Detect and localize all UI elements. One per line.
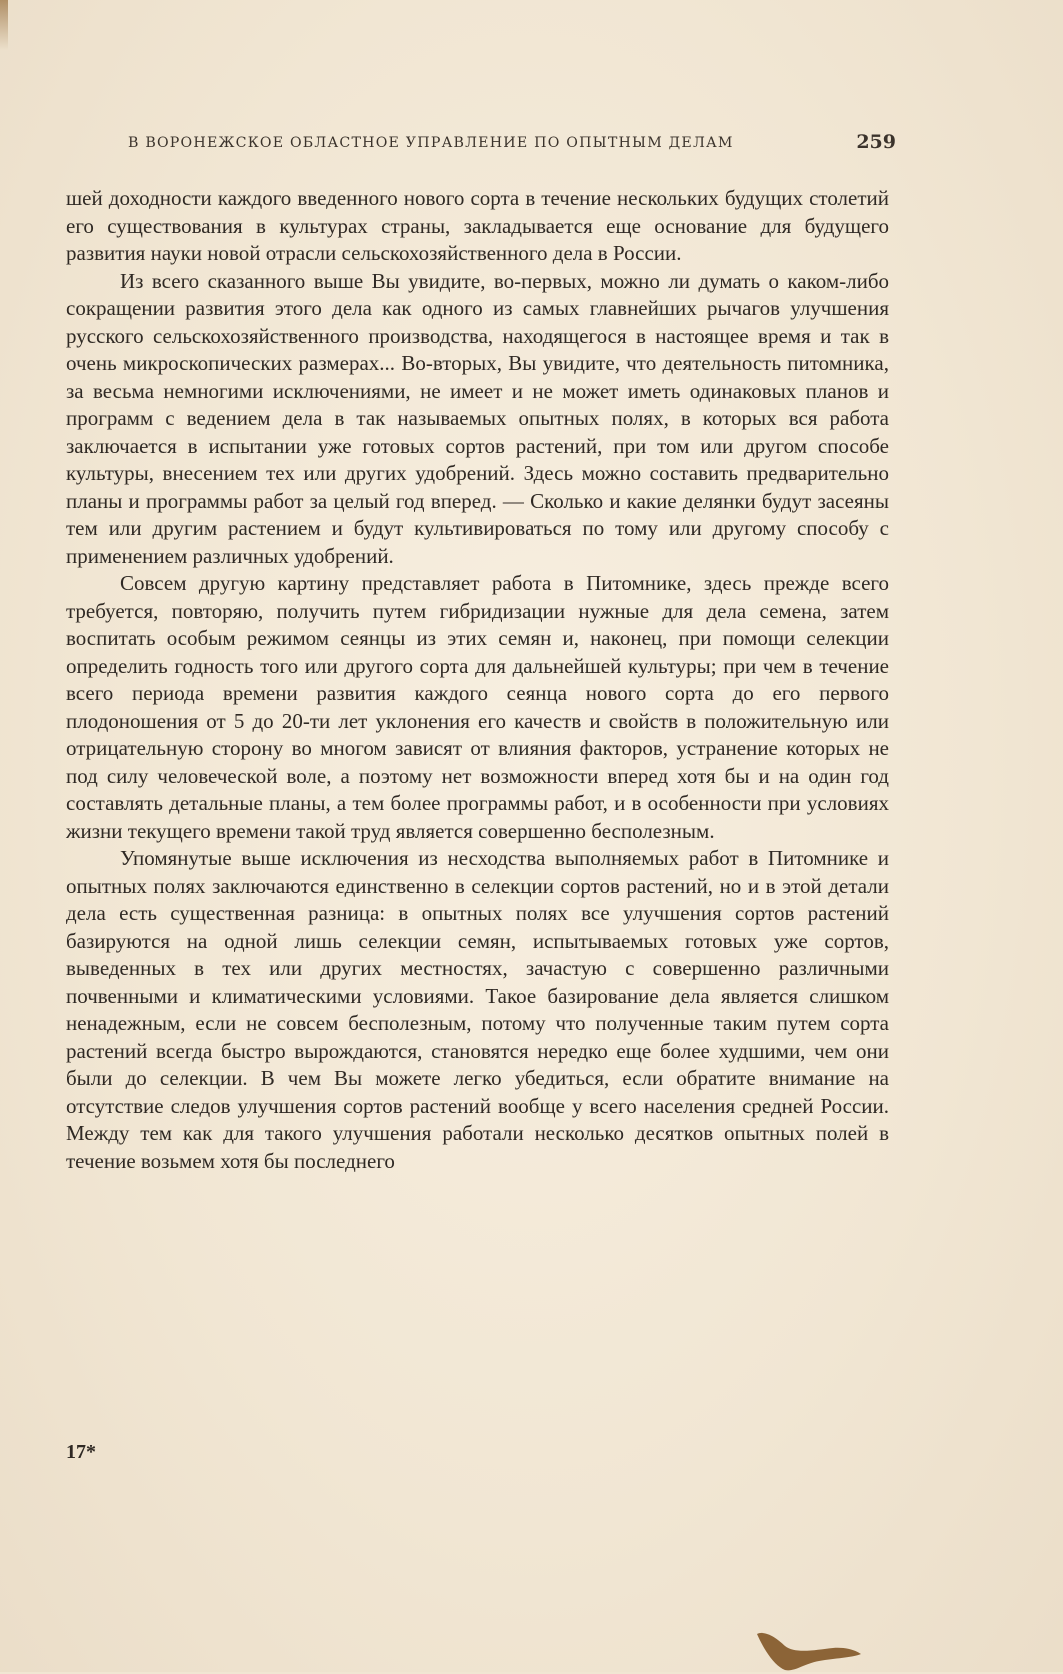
running-title: В ВОРОНЕЖСКОЕ ОБЛАСТНОЕ УПРАВЛЕНИЕ ПО ОПЫТНЫМ ДЕЛАМ — [128, 135, 734, 151]
paragraph: Упомянутые выше исключения из несходства выполняемых работ в Питомнике и опытных полях заключаются единственно в селекции сортов растений, но и в этой детали дела есть существенная разница: в опытных полях все улучшения сортов растений базируются на одной лишь селекции семян, испытываемых готовых уже сортов, выведенных в тех или других местностях, зачастую с совершенно различными почвенными и климатическими условиями. Такое базирование дела является слишком ненадежным, если не совсем бесполезным, потому что полученные таким путем сорта растений всегда быстро вырождаются, становятся нередко еще более худшими, чем они были до селекции. В чем Вы можете легко убедиться, если обратите внимание на отсутствие следов улучшения сортов растений вообще у всего населения средней России. Между тем как для такого улучшения работали несколько десятков опытных полей в течение возьмем хотя бы последнего — [66, 846, 889, 1173]
paragraph-continued: шей доходности каждого введенного нового сорта в течение нескольких будущих столетий его существования в культурах страны, закладывается еще основание для будущего развития науки новой отрасли сельскохозяйственного дела в России. — [66, 186, 889, 265]
page-number: 259 — [856, 131, 896, 153]
paragraph: Из всего сказанного выше Вы увидите, во-первых, можно ли думать о каком-либо сокращении развития этого дела как одного из самых главнейших рычагов улучшения русского сельскохозяйственного производства, находящегося в настоящее время и так в очень микроскопических размерах... Во-вторых, Вы увидите, что деятельность питомника, за весьма немногими исключениями, не имеет и не может иметь одинаковых планов и программ с ведением дела в так называемых опытных полях, в которых вся работа заключается в испытании уже готовых сортов растений, при том или другом способе культуры, внесением тех или других удобрений. Здесь можно составить предварительно планы и программы работ за целый год вперед. — Сколько и какие делянки будут засеяны тем или другим растением и будут культивироваться по тому или другому способу с применением различных удобрений. — [66, 268, 889, 568]
running-head — [128, 131, 896, 157]
main-text — [66, 185, 889, 1175]
signature-mark: 17* — [66, 1441, 96, 1463]
paper-edge-mark — [0, 0, 8, 50]
paragraph: Совсем другую картину представляет работа в Питомнике, здесь прежде всего требуется, повторяю, получить путем гибридизации нужные для дела семена, затем воспитать особым режимом сеянцы из этих семян и, наконец, при помощи селекции определить годность того или другого сорта для дальнейшей культуры; при чем в течение всего периода времени развития каждого сеянца нового сорта до его первого плодоношения от 5 до 20-ти лет уклонения его качеств и свойств в положительную или отрицательную сторону во многом зависят от влияния факторов, устранение которых не под силу человеческой воле, а поэтому нет возможности вперед хотя бы и на один год составлять детальные планы, а тем более программы работ, и в особенности при условиях жизни текущего времени такой труд является совершенно бесполезным. — [66, 571, 889, 843]
ink-stain — [755, 1628, 865, 1674]
